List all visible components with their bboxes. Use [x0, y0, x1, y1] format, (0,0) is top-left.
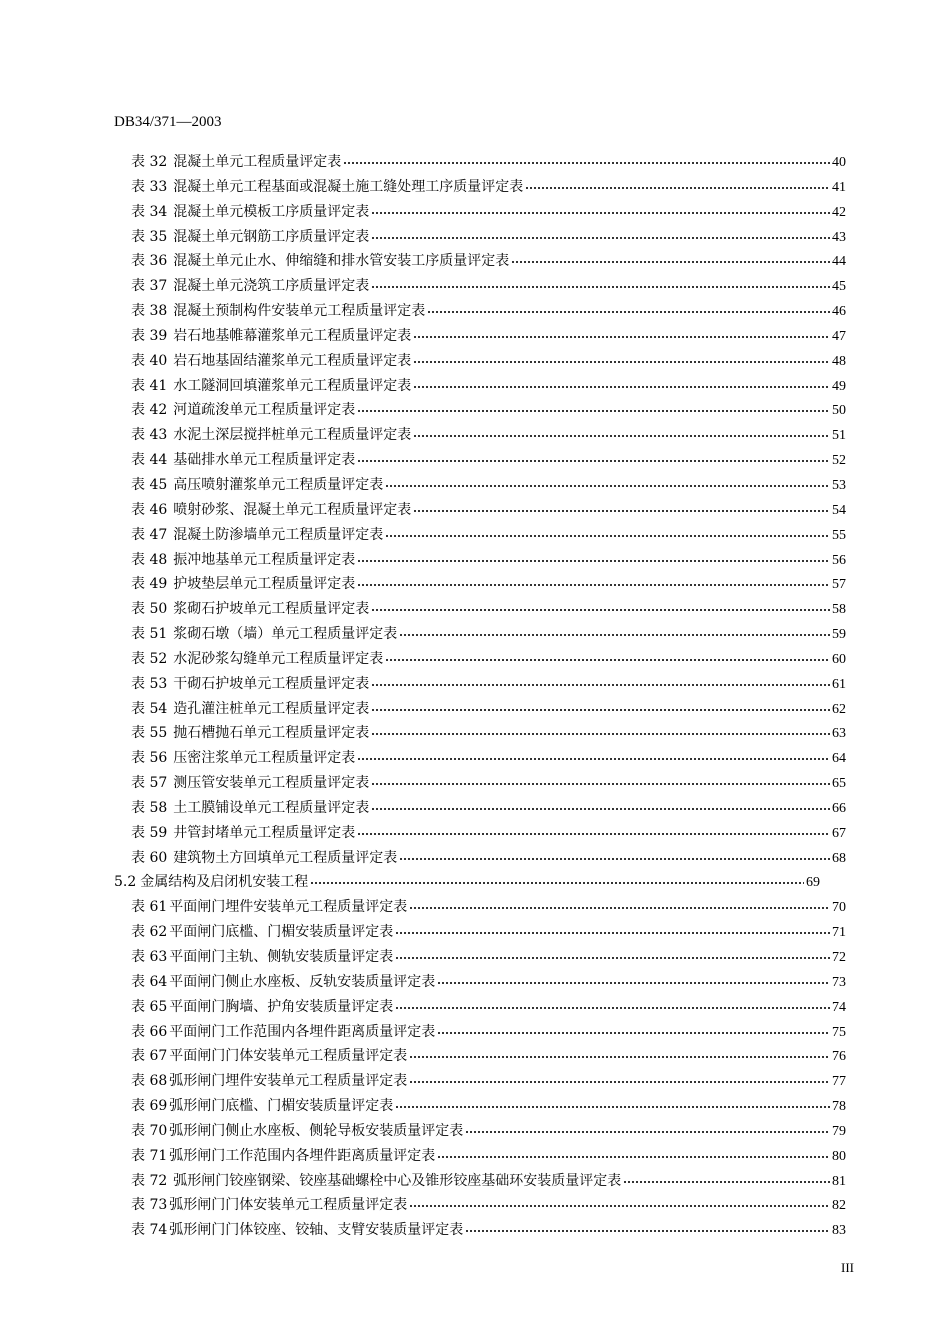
toc-entry-number: 表 34 — [131, 203, 168, 220]
toc-entry-page: 40 — [832, 155, 846, 170]
toc-entry-number: 表 38 — [131, 303, 168, 320]
toc-entry[interactable] — [0, 548, 950, 573]
toc-entry-page: 61 — [832, 676, 846, 692]
toc-entry[interactable] — [0, 150, 950, 175]
toc-entry[interactable] — [0, 1119, 950, 1144]
toc-entry-number: 表 63 — [131, 949, 168, 965]
toc-entry-page: 45 — [832, 279, 846, 295]
toc-entry-title: 混凝土单元止水、伸缩缝和排水管安装工序质量评定表 — [173, 253, 510, 270]
dot-leader — [413, 354, 830, 366]
toc-entry-title: 井管封堵单元工程质量评定表 — [173, 824, 356, 841]
toc-entry-title: 混凝土单元工程基面或混凝土施工缝处理工序质量评定表 — [173, 178, 524, 195]
toc-entry-page: 67 — [832, 825, 846, 841]
dot-leader — [371, 726, 830, 738]
page-number-roman: III — [841, 1260, 854, 1275]
toc-entry-title: 混凝土单元浇筑工序质量评定表 — [173, 278, 370, 295]
dot-leader — [399, 627, 830, 639]
toc-entry-number: 表 62 — [131, 924, 168, 941]
dot-leader — [395, 1099, 830, 1111]
toc-entry-page: 63 — [832, 726, 846, 742]
dot-leader — [437, 1149, 830, 1161]
toc-entry-number: 5.2 — [114, 874, 137, 891]
toc-entry-title: 高压喷射灌浆单元工程质量评定表 — [173, 476, 384, 493]
toc-entry-page: 59 — [832, 627, 846, 643]
toc-entry[interactable] — [0, 200, 950, 225]
toc-entry-page: 60 — [832, 651, 846, 667]
dot-leader — [413, 503, 830, 515]
toc-entry-page: 76 — [832, 1049, 846, 1065]
dot-leader — [385, 528, 830, 540]
dot-leader — [409, 1198, 830, 1210]
toc-entry[interactable] — [0, 746, 950, 771]
table-of-contents — [0, 150, 950, 1243]
toc-entry-page: 42 — [832, 204, 846, 220]
toc-entry-number: 表 41 — [131, 377, 168, 394]
toc-entry-page: 82 — [832, 1198, 846, 1214]
toc-entry-number: 表 46 — [131, 501, 168, 518]
toc-entry[interactable] — [0, 721, 950, 746]
toc-entry[interactable] — [0, 1044, 950, 1069]
dot-leader — [409, 1074, 830, 1086]
dot-leader — [357, 403, 830, 415]
toc-entry-number: 表 71 — [131, 1147, 168, 1164]
toc-entry-page: 56 — [832, 552, 846, 568]
toc-entry-number: 表 49 — [131, 576, 168, 593]
toc-entry-page: 55 — [832, 527, 846, 543]
toc-entry[interactable] — [0, 970, 950, 995]
dot-leader — [371, 677, 830, 689]
toc-entry-title: 混凝土单元工程质量评定表 — [173, 154, 342, 170]
dot-leader — [511, 254, 830, 266]
toc-entry-number: 表 45 — [131, 476, 168, 493]
toc-entry-title: 岩石地基帷幕灌浆单元工程质量评定表 — [173, 327, 412, 344]
toc-entry[interactable] — [0, 1218, 950, 1243]
dot-leader — [385, 478, 830, 490]
toc-entry-number: 表 59 — [131, 824, 168, 841]
toc-entry-number: 表 68 — [131, 1073, 168, 1090]
toc-entry-page: 49 — [832, 378, 846, 394]
toc-entry[interactable] — [0, 1144, 950, 1169]
toc-entry[interactable] — [0, 846, 950, 871]
toc-entry-title: 弧形闸门工作范围内各埋件距离质量评定表 — [169, 1147, 436, 1164]
toc-entry[interactable] — [0, 1169, 950, 1194]
toc-entry[interactable] — [0, 995, 950, 1020]
dot-leader — [437, 975, 830, 987]
toc-entry-number: 表 57 — [131, 775, 168, 792]
toc-entry-title: 混凝土单元模板工序质量评定表 — [173, 203, 370, 220]
toc-entry[interactable] — [0, 175, 950, 200]
toc-entry-title: 水工隧洞回填灌浆单元工程质量评定表 — [173, 377, 412, 394]
toc-entry-number: 表 37 — [131, 278, 168, 295]
dot-leader — [371, 602, 830, 614]
toc-entry-title: 护坡垫层单元工程质量评定表 — [173, 576, 356, 593]
toc-entry-number: 表 69 — [131, 1098, 168, 1115]
toc-entry-title: 建筑物土方回填单元工程质量评定表 — [173, 849, 398, 866]
toc-entry-number: 表 51 — [131, 626, 168, 643]
toc-entry-title: 振冲地基单元工程质量评定表 — [173, 551, 356, 568]
dot-leader — [371, 205, 830, 217]
toc-entry-page: 65 — [832, 776, 846, 792]
toc-entry-page: 68 — [832, 850, 846, 866]
toc-entry-title: 平面闸门埋件安装单元工程质量评定表 — [169, 899, 408, 916]
toc-entry-title: 弧形闸门侧止水座板、侧轮导板安装质量评定表 — [169, 1122, 464, 1139]
toc-entry[interactable] — [0, 1094, 950, 1119]
toc-entry-page: 44 — [832, 254, 846, 270]
toc-entry[interactable] — [0, 572, 950, 597]
toc-entry[interactable] — [0, 821, 950, 846]
toc-entry-number: 表 52 — [131, 650, 168, 667]
toc-entry-title: 弧形闸门底槛、门楣安装质量评定表 — [169, 1098, 394, 1115]
toc-entry-page: 73 — [832, 974, 846, 990]
document-code-header: DB34/371—2003 — [114, 114, 222, 130]
dot-leader — [525, 180, 830, 192]
toc-entry-number: 表 35 — [131, 228, 168, 245]
toc-entry-page: 72 — [832, 950, 846, 965]
toc-entry-title: 造孔灌注桩单元工程质量评定表 — [173, 700, 370, 717]
dot-leader — [623, 1174, 830, 1186]
dot-leader — [465, 1124, 830, 1136]
dot-leader — [409, 1049, 830, 1061]
toc-entry-page: 70 — [832, 900, 846, 916]
toc-entry[interactable] — [0, 473, 950, 498]
toc-entry-number: 表 47 — [131, 526, 168, 543]
toc-entry-page: 43 — [832, 229, 846, 245]
toc-entry-page: 48 — [832, 353, 846, 369]
toc-entry-number: 表 55 — [131, 725, 168, 742]
toc-entry-page: 41 — [832, 179, 846, 195]
toc-entry-number: 表 67 — [131, 1048, 168, 1065]
toc-entry-page: 83 — [832, 1223, 846, 1239]
toc-entry-title: 弧形闸门门体安装单元工程质量评定表 — [169, 1197, 408, 1214]
dot-leader — [357, 751, 830, 763]
toc-entry-title: 平面闸门底槛、门楣安装质量评定表 — [169, 924, 394, 941]
toc-entry[interactable] — [0, 771, 950, 796]
toc-entry-number: 表 72 — [131, 1172, 168, 1189]
toc-entry-page: 80 — [832, 1148, 846, 1164]
toc-entry-title: 浆砌石护坡单元工程质量评定表 — [173, 601, 370, 618]
toc-entry[interactable] — [0, 249, 950, 274]
toc-entry-title: 平面闸门胸墙、护角安装质量评定表 — [169, 998, 394, 1015]
toc-entry-title: 平面闸门主轨、侧轨安装质量评定表 — [169, 949, 394, 965]
toc-entry-title: 混凝土单元钢筋工序质量评定表 — [173, 228, 370, 245]
toc-entry-title: 弧形闸门铰座钢梁、铰座基础螺栓中心及锥形铰座基础环安装质量评定表 — [173, 1172, 622, 1189]
toc-entry[interactable] — [0, 920, 950, 945]
toc-entry[interactable] — [0, 1020, 950, 1045]
toc-entry-number: 表 42 — [131, 402, 168, 419]
toc-section-entry[interactable] — [0, 870, 950, 895]
toc-entry-number: 表 56 — [131, 750, 168, 767]
toc-entry-number: 表 70 — [131, 1122, 168, 1139]
toc-entry-page: 77 — [832, 1074, 846, 1090]
toc-entry-number: 表 58 — [131, 799, 168, 816]
toc-entry-title: 混凝土预制构件安装单元工程质量评定表 — [173, 303, 426, 320]
toc-entry[interactable] — [0, 796, 950, 821]
toc-entry-page: 62 — [832, 701, 846, 717]
toc-entry-number: 表 36 — [131, 253, 168, 270]
toc-entry-title: 河道疏浚单元工程质量评定表 — [173, 402, 356, 419]
toc-entry[interactable] — [0, 274, 950, 299]
toc-entry-title: 基础排水单元工程质量评定表 — [173, 452, 356, 469]
toc-entry-number: 表 61 — [131, 899, 168, 916]
toc-entry-page: 78 — [832, 1099, 846, 1115]
toc-entry[interactable] — [0, 945, 950, 970]
dot-leader — [343, 155, 830, 167]
toc-entry[interactable] — [0, 622, 950, 647]
toc-entry-number: 表 39 — [131, 327, 168, 344]
dot-leader — [371, 801, 830, 813]
toc-entry[interactable] — [0, 349, 950, 374]
toc-entry[interactable] — [0, 523, 950, 548]
toc-entry[interactable] — [0, 374, 950, 399]
toc-entry-title: 混凝土防渗墙单元工程质量评定表 — [173, 526, 384, 543]
dot-leader — [357, 453, 830, 465]
toc-entry-page: 46 — [832, 304, 846, 320]
toc-entry[interactable] — [0, 647, 950, 672]
toc-entry[interactable] — [0, 324, 950, 349]
toc-entry-title: 测压管安装单元工程质量评定表 — [173, 775, 370, 792]
toc-entry-title: 土工膜铺设单元工程质量评定表 — [173, 799, 370, 816]
toc-entry-number: 表 40 — [131, 352, 168, 369]
dot-leader — [399, 851, 830, 863]
toc-entry-title: 岩石地基固结灌浆单元工程质量评定表 — [173, 352, 412, 369]
toc-entry-number: 表 48 — [131, 551, 168, 568]
toc-entry-page: 81 — [832, 1173, 846, 1189]
toc-entry-title: 抛石槽抛石单元工程质量评定表 — [173, 725, 370, 742]
toc-entry-title: 金属结构及启闭机安装工程 — [140, 874, 309, 891]
toc-entry[interactable] — [0, 697, 950, 722]
toc-entry-page: 51 — [832, 428, 846, 444]
toc-entry[interactable] — [0, 398, 950, 423]
toc-entry-page: 79 — [832, 1123, 846, 1139]
dot-leader — [395, 925, 830, 937]
dot-leader — [465, 1223, 830, 1235]
toc-entry-title: 弧形闸门埋件安装单元工程质量评定表 — [169, 1073, 408, 1090]
toc-entry-number: 表 64 — [131, 973, 168, 990]
toc-entry[interactable] — [0, 1069, 950, 1094]
dot-leader — [371, 702, 830, 714]
toc-entry-page: 69 — [806, 875, 820, 891]
toc-entry-title: 平面闸门侧止水座板、反轨安装质量评定表 — [169, 973, 436, 990]
toc-entry-page: 52 — [832, 453, 846, 469]
dot-leader — [371, 279, 830, 291]
toc-entry-title: 水泥砂浆勾缝单元工程质量评定表 — [173, 650, 384, 667]
dot-leader — [395, 950, 830, 962]
toc-entry-number: 表 60 — [131, 849, 168, 866]
toc-entry-page: 58 — [832, 602, 846, 618]
toc-entry-page: 57 — [832, 577, 846, 593]
toc-entry-page: 75 — [832, 1024, 846, 1040]
toc-entry-title: 干砌石护坡单元工程质量评定表 — [173, 675, 370, 692]
dot-leader — [310, 875, 804, 887]
toc-entry-page: 74 — [832, 999, 846, 1015]
toc-entry-number: 表 74 — [131, 1222, 168, 1239]
toc-entry-number: 表 33 — [131, 178, 168, 195]
toc-entry-page: 53 — [832, 477, 846, 493]
toc-entry-title: 弧形闸门门体铰座、铰轴、支臂安装质量评定表 — [169, 1222, 464, 1239]
toc-entry[interactable] — [0, 423, 950, 448]
toc-entry-page: 66 — [832, 800, 846, 816]
dot-leader — [357, 826, 830, 838]
toc-entry-page: 64 — [832, 751, 846, 767]
toc-entry-number: 表 54 — [131, 700, 168, 717]
toc-entry-page: 71 — [832, 925, 846, 941]
toc-entry-title: 平面闸门工作范围内各埋件距离质量评定表 — [169, 1023, 436, 1040]
toc-entry-number: 表 43 — [131, 427, 168, 444]
toc-entry-page: 50 — [832, 403, 846, 419]
dot-leader — [413, 329, 830, 341]
toc-entry[interactable] — [0, 225, 950, 250]
toc-entry-title: 平面闸门门体安装单元工程质量评定表 — [169, 1048, 408, 1065]
dot-leader — [437, 1025, 830, 1037]
dot-leader — [427, 304, 830, 316]
dot-leader — [385, 652, 830, 664]
dot-leader — [413, 428, 830, 440]
toc-entry[interactable] — [0, 448, 950, 473]
toc-entry-title: 水泥土深层搅拌桩单元工程质量评定表 — [173, 427, 412, 444]
toc-entry[interactable] — [0, 299, 950, 324]
dot-leader — [409, 900, 830, 912]
toc-entry[interactable] — [0, 498, 950, 523]
toc-entry[interactable] — [0, 1193, 950, 1218]
toc-entry[interactable] — [0, 597, 950, 622]
toc-entry-number: 表 73 — [131, 1197, 168, 1214]
dot-leader — [395, 1000, 830, 1012]
toc-entry-title: 喷射砂浆、混凝土单元工程质量评定表 — [173, 501, 412, 518]
toc-entry-title: 浆砌石墩（墙）单元工程质量评定表 — [173, 626, 398, 643]
toc-entry-number: 表 65 — [131, 998, 168, 1015]
dot-leader — [357, 553, 830, 565]
toc-entry-number: 表 66 — [131, 1023, 168, 1040]
toc-entry[interactable] — [0, 895, 950, 920]
toc-entry-number: 表 44 — [131, 452, 168, 469]
toc-entry-number: 表 50 — [131, 601, 168, 618]
dot-leader — [371, 776, 830, 788]
toc-entry-page: 47 — [832, 328, 846, 344]
toc-entry[interactable] — [0, 672, 950, 697]
dot-leader — [371, 230, 830, 242]
toc-entry-number: 表 53 — [131, 675, 168, 692]
toc-entry-number: 表 32 — [131, 154, 168, 170]
toc-entry-title: 压密注浆单元工程质量评定表 — [173, 750, 356, 767]
dot-leader — [413, 379, 830, 391]
dot-leader — [357, 577, 830, 589]
toc-entry-page: 54 — [832, 502, 846, 518]
